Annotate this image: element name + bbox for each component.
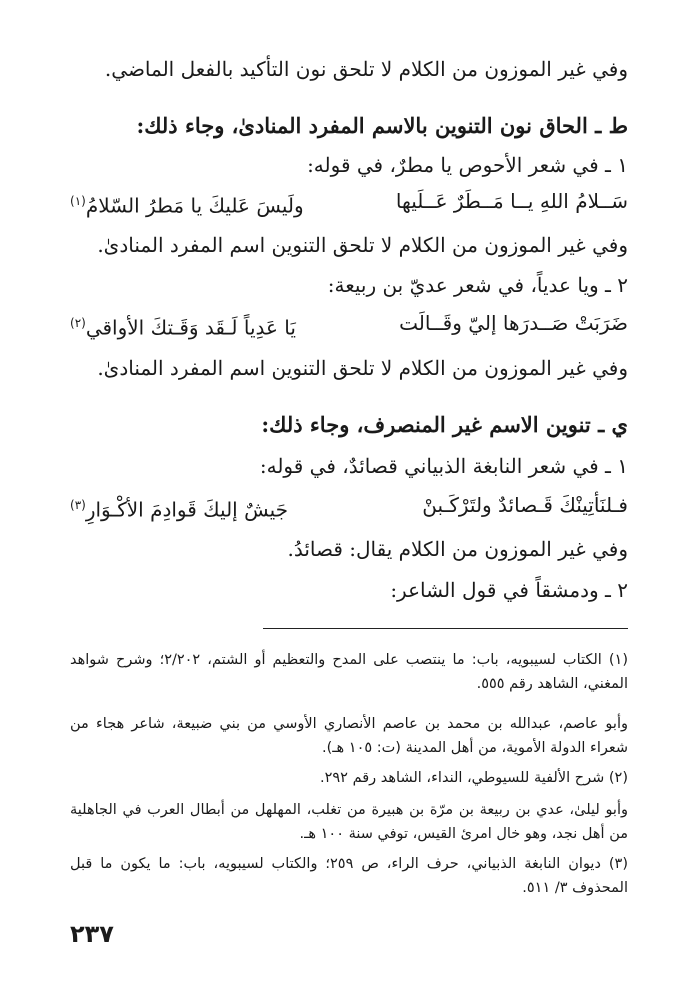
item-t2: ٢ ـ ويا عدياً، في شعر عديّ بن ربيعة:	[327, 273, 628, 297]
footnote-ref-3: (٣)	[70, 498, 86, 512]
footnote-ref-1: (١)	[70, 194, 86, 208]
verse-3-hemistich-2-text: جَيشٌ إليكَ قَوادِمَ الأكْـوَارِ	[85, 497, 288, 522]
page-number: ٢٣٧	[70, 920, 114, 948]
verse-1-hemistich-2-text: ولَيسَ عَليكَ يا مَطرُ السّلامُ	[85, 193, 304, 218]
footnote-2-note: وأبو ليلىٰ، عدي بن ربيعة بن مرّة بن هبيرة من تغلب، المهلهل من أبطال العرب في الجاهلية من أهل نجد، وهو خال امرئ القيس، توفي سنة ١٠٠ هـ.	[70, 802, 628, 842]
verse-3-hemistich-1: فـلنَأتِينْكَ قَـصائدٌ ولتَرْكَـبنْ	[422, 493, 628, 517]
body-line-1: وفي غير الموزون من الكلام لا تلحق نون التأكيد بالفعل الماضي.	[104, 57, 628, 81]
prose-y1: وفي غير الموزون من الكلام يقال: قصائدُ.	[287, 537, 628, 561]
prose-t1: وفي غير الموزون من الكلام لا تلحق التنوين اسم المفرد المنادىٰ.	[97, 233, 628, 257]
footnote-3: (٣) ديوان النابغة الذبياني، حرف الراء، ص ٢٥٩؛ والكتاب لسيبويه، باب: ما يكون ما قبل المحذوف ٣/ ٥١١.	[70, 856, 628, 896]
verse-3-hemistich-2	[70, 488, 288, 527]
verse-1	[70, 184, 628, 218]
item-t1: ١ ـ في شعر الأحوص يا مطرٌ، في قوله:	[307, 153, 628, 177]
footnote-1: (١) الكتاب لسيبويه، باب: ما ينتصب على المدح والتعظيم أو الشتم، ٢/٢٠٢؛ وشرح شواهد المغني، الشاهد رقم ٥٥٥.	[70, 652, 629, 692]
verse-2-hemistich-2-text: يَا عَدِياً لَـقَد وَقَـتكَ الأواقي	[85, 315, 296, 340]
verse-2	[70, 306, 628, 340]
prose-t2: وفي غير الموزون من الكلام لا تلحق التنوين اسم المفرد المنادىٰ.	[97, 356, 628, 380]
verse-2-hemistich-2	[70, 306, 296, 345]
verse-3	[70, 488, 628, 522]
footnote-divider	[263, 628, 628, 629]
verse-2-hemistich-1: ضَرَبَتْ صَــدرَها إليّ وقَــالَت	[399, 311, 628, 335]
verse-1-hemistich-2	[70, 184, 304, 223]
item-y2: ٢ ـ ودمشقاً في قول الشاعر:	[390, 578, 628, 602]
item-y1: ١ ـ في شعر النابغة الذبياني قصائدٌ، في قوله:	[259, 454, 628, 478]
section-heading-t: ط ـ الحاق نون التنوين بالاسم المفرد المنادىٰ، وجاء ذلك:	[136, 113, 628, 138]
section-heading-y: ي ـ تنوين الاسم غير المنصرف، وجاء ذلك:	[261, 412, 628, 437]
footnote-2: (٢) شرح الألفية للسيوطي، النداء، الشاهد رقم ٢٩٢.	[319, 770, 628, 786]
footnote-1-note: وأبو عاصم، عبدالله بن محمد بن عاصم الأنصاري الأوسي من بني ضبيعة، شاعر هجاء من شعراء الدولة الأموية، من أهل المدينة (ت: ١٠٥ هـ).	[70, 716, 628, 756]
footnote-ref-2: (٢)	[70, 316, 86, 330]
verse-1-hemistich-1: سَــلامُ اللهِ يــا مَــطَرٌ عَــلَيها	[395, 189, 628, 213]
